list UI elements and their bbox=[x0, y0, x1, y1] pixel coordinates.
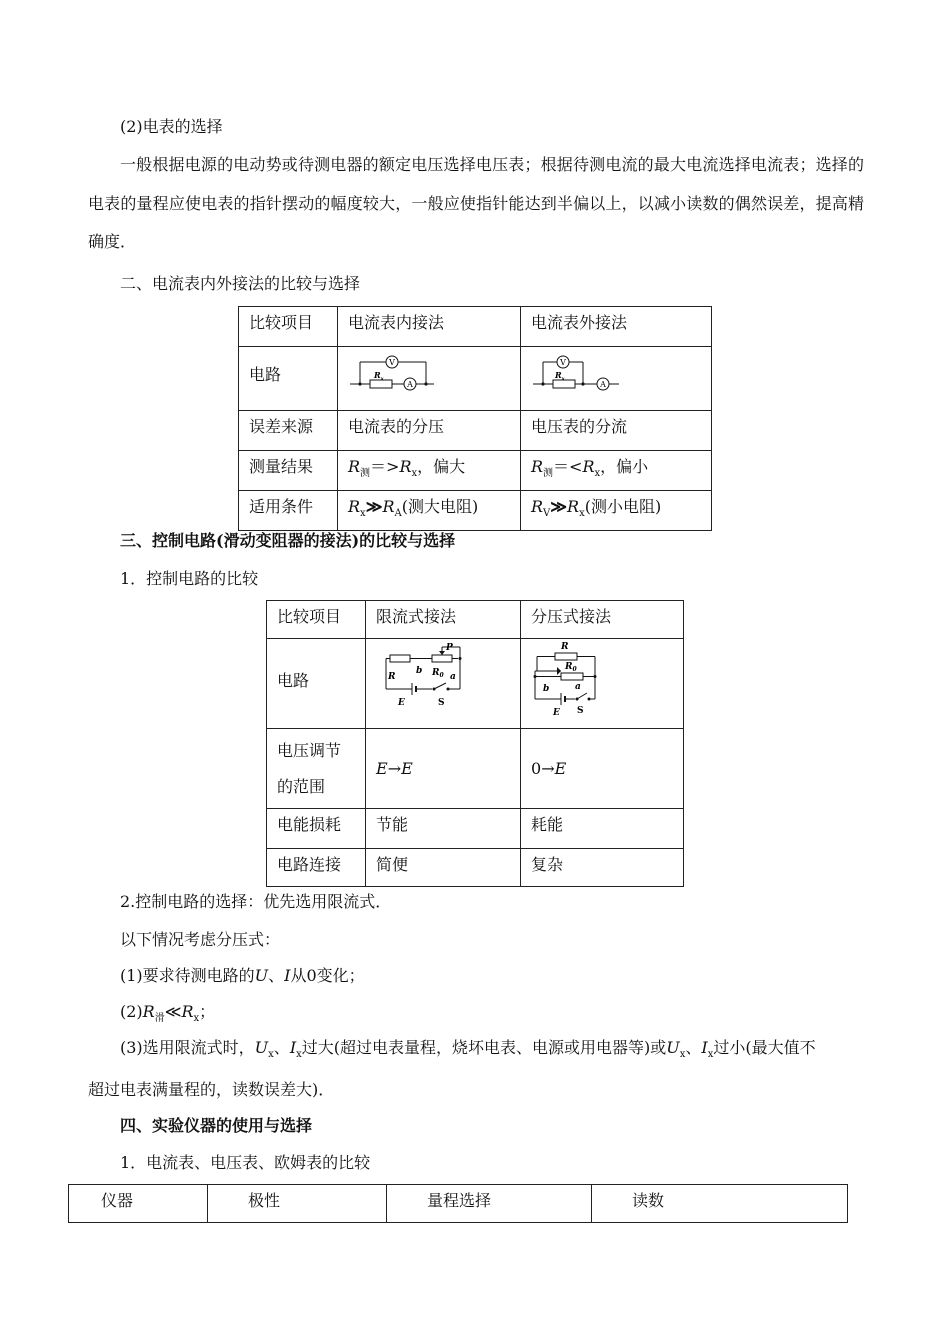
outer-connection-circuit bbox=[521, 347, 712, 411]
ammeter-symbol-label: A bbox=[407, 380, 413, 389]
meter-paragraph: 一般根据电源的电动势或待测电器的额定电压选择电压表；根据待测电流的最大电流选择电流表；选择的电表的量程应使电表的指针摆动的幅度较大，一般应使指针能达到半偏以上，以减小读数的偶然误差，提高精确度． bbox=[88, 155, 864, 251]
ammeter-comparison-table bbox=[238, 306, 712, 531]
svg-text:E: E bbox=[553, 708, 560, 718]
table-cell: 适用条件 bbox=[239, 491, 338, 531]
section-four-heading: 四、实验仪器的使用与选择 bbox=[120, 1116, 313, 1135]
inner-result-cell: $R_测=>R_x$，偏大 bbox=[338, 451, 521, 491]
inner-connection-circuit bbox=[338, 347, 521, 411]
limiting-range-cell: E→E bbox=[366, 729, 521, 809]
table-cell: 电能损耗 bbox=[267, 809, 366, 849]
svg-text:a: a bbox=[450, 672, 456, 682]
table-header-cell: 电流表内接法 bbox=[338, 307, 521, 347]
condition-item-3-line2: 超过电表满量程的，读数误差大)． bbox=[88, 1080, 335, 1099]
table-header-cell: 量程选择 bbox=[387, 1185, 592, 1223]
table-header-cell: 电流表外接法 bbox=[521, 307, 712, 347]
svg-text:R0: $R_0$ bbox=[432, 668, 444, 679]
table-cell: 电压调节 的范围 bbox=[267, 729, 366, 809]
table-header-cell: 分压式接法 bbox=[521, 601, 684, 639]
svg-text:Rx: $R_x$ bbox=[374, 370, 384, 382]
table-header-cell: 仪器 bbox=[69, 1185, 208, 1223]
svg-text:a: a bbox=[575, 682, 581, 692]
table-header-cell: 限流式接法 bbox=[366, 601, 521, 639]
table-header-cell: 读数 bbox=[592, 1185, 848, 1223]
outer-result-cell: $R_测=<R_x$，偏小 bbox=[521, 451, 712, 491]
condition-item-2: $(2)R_滑≪R_x$； bbox=[120, 1002, 216, 1025]
ammeter-symbol-label: A bbox=[600, 380, 606, 389]
svg-text:b: b bbox=[543, 684, 550, 694]
table-header-cell: 比较项目 bbox=[239, 307, 338, 347]
control-circuit-table bbox=[266, 600, 684, 887]
table-cell: 电流表的分压 bbox=[338, 411, 521, 451]
condition-item-3: (3)选用限流式时，$U_x$、$I_x$过大(超过电表量程，烧坏电表、电源或用电器等)或$U_x$、$I_x$过小(最大值不 bbox=[120, 1038, 816, 1061]
limiting-circuit-diagram bbox=[376, 639, 472, 719]
svg-text:P: P bbox=[446, 643, 453, 653]
svg-text:R: R bbox=[561, 642, 569, 652]
outer-condition-cell: $R_V≫R_x$(测小电阻) bbox=[521, 491, 712, 531]
consider-text: 以下情况考虑分压式： bbox=[120, 930, 281, 949]
table-cell: 节能 bbox=[366, 809, 521, 849]
meter-heading: (2)电表的选择 bbox=[120, 117, 223, 136]
section-four-sub1: 1．电流表、电压表、欧姆表的比较 bbox=[120, 1153, 371, 1172]
table-cell: 测量结果 bbox=[239, 451, 338, 491]
meter-comparison-table bbox=[68, 1184, 848, 1223]
table-cell: 简便 bbox=[366, 849, 521, 887]
svg-text:S: S bbox=[438, 698, 445, 708]
outer-circuit-diagram bbox=[531, 351, 641, 397]
table-cell: 复杂 bbox=[521, 849, 684, 887]
limiting-circuit bbox=[366, 639, 521, 729]
svg-text:S: S bbox=[577, 706, 584, 716]
svg-text:R0: $R_0$ bbox=[565, 662, 577, 673]
voltmeter-symbol-label: V bbox=[389, 358, 395, 367]
svg-text:b: b bbox=[416, 666, 423, 676]
section-three-sub2: 2.控制电路的选择：优先选用限流式． bbox=[120, 892, 392, 911]
svg-text:Rx: $R_x$ bbox=[555, 370, 565, 382]
divider-range-cell: 0→E bbox=[521, 729, 684, 809]
table-cell: 误差来源 bbox=[239, 411, 338, 451]
condition-item-1: (1)要求待测电路的U、I从0变化； bbox=[120, 966, 365, 985]
section-two-heading: 二、电流表内外接法的比较与选择 bbox=[120, 274, 361, 293]
inner-condition-cell: $R_x≫R_A$(测大电阻) bbox=[338, 491, 521, 531]
divider-circuit bbox=[521, 639, 684, 729]
section-three-heading: 三、控制电路(滑动变阻器的接法)的比较与选择 bbox=[120, 531, 456, 550]
table-cell: 耗能 bbox=[521, 809, 684, 849]
table-cell: 电路 bbox=[239, 347, 338, 411]
inner-circuit-diagram bbox=[348, 351, 458, 397]
table-header-cell: 比较项目 bbox=[267, 601, 366, 639]
table-cell: 电路 bbox=[267, 639, 366, 729]
svg-text:R: R bbox=[388, 672, 396, 682]
svg-text:E: E bbox=[398, 698, 405, 708]
table-header-cell: 极性 bbox=[208, 1185, 387, 1223]
voltmeter-symbol-label: V bbox=[560, 358, 566, 367]
divider-circuit-diagram bbox=[531, 639, 627, 719]
table-cell: 电压表的分流 bbox=[521, 411, 712, 451]
table-cell: 电路连接 bbox=[267, 849, 366, 887]
section-three-sub1: 1．控制电路的比较 bbox=[120, 569, 259, 588]
